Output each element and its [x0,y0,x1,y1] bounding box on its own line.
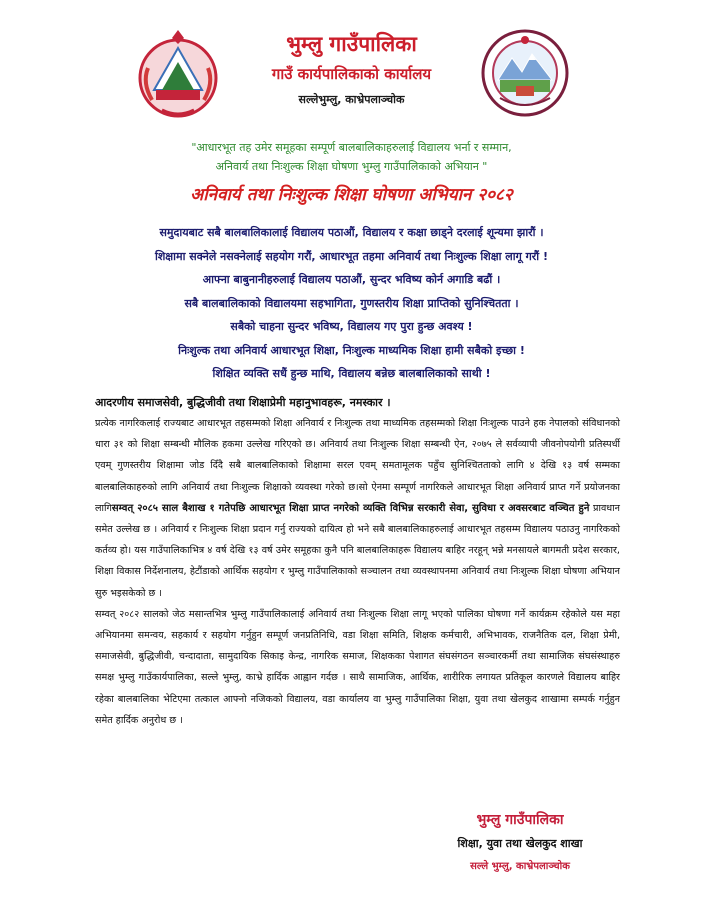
slogan: आफ्ना बाबुनानीहरुलाई विद्यालय पठाऔं, सुन्दर भविष्य कोर्न अगाडि बढौं । [202,273,501,286]
slogan: शिक्षित व्यक्ति सधैं हुन्छ माथि, विद्यालय बन्नेछ बालबालिकाको साथी ! [212,367,491,380]
slogan-list [60,221,643,386]
signature-place: सल्ले भुम्लु, काभ्रेपलाञ्चोक [470,861,570,872]
paragraph-2: सम्वत् २०८२ सालको जेठ मसान्तभित्र भुम्लु गाउँपालिकालाई अनिवार्य तथा निःशुल्क शिक्षा लागू भएको पालिका घोषणा गर्ने कार्यक्रम रहेकोले यस महा अभियानमा समन्वय, सहकार्य र सहयोग गर्नुहुन सम्पूर्ण जनप्रतिनिधि, वडा शिक्षा समिति, शिक्षक कर्मचारी, अभिभावक, राजनैतिक दल, शिक्षा प्रेमी, समाजसेवी, बुद्धिजीवी, चन्दादाता, सामुदायिक सिकाइ केन्द्र, नागरिक समाज, शिक्षकका पेशागत संघसंगठन सञ्चारकर्मी तथा सामाजिक संघसंस्थाहरु समक्ष भुम्लु गाउँकार्यपालिका, सल्ले भुम्लु, काभ्रे हार्दिक आह्वान गर्दछ । साथै सामाजिक, आर्थिक, शारीरिक लगायत प्रतिकूल कारणले विद्यालय बाहिर रहेका बालबालिका भेटिएमा तत्काल आफ्नो नजिकको विद्यालय, वडा कार्यालय वा भुम्लु गाउँपालिका शिक्षा, युवा तथा खेलकुद शाखामा सम्पर्क गर्नुहुन समेत हार्दिक अनुरोध छ । [95,608,620,726]
letterhead [0,0,703,125]
quote-line-2: अनिवार्य तथा निःशुल्क शिक्षा घोषणा भुम्लु गाउँपालिकाको अभियान " [215,160,488,173]
paragraph-1-text-b: प्रावधान समेत उल्लेख छ । अनिवार्य र निःशुल्क शिक्षा प्रदान गर्नु राज्यको दायित्व हो भने सबै बालबालिकाहरुलाई आधारभूत तहसम्म विद्यालय पठाउनु नागरिकको कर्तव्य हो। यस गाउँपालिकाभित्र ४ वर्ष देखि १३ वर्ष उमेर समूहका कुनै पनि बालबालिकाहरू विद्यालय बाहिर नरहून् भन्ने मनसायले बागमती प्रदेश सरकार, शिक्षा विकास निर्देशनालय, हेटौंडाको आर्थिक सहयोग र भुम्लु गाउँपालिकाको सञ्चालन तथा व्यवस्थापनमा अनिवार्य तथा निःशुल्क शिक्षा घोषणा अभियान सुरु भइसकेको छ । [95,502,620,599]
campaign-quote [80,138,623,176]
letter-body [95,393,620,731]
slogan: निःशुल्क तथा अनिवार्य आधारभूत शिक्षा, निःशुल्क माध्यमिक शिक्षा हामी सबैको इच्छा ! [178,343,525,357]
office-address: सल्लेभुम्लु, काभ्रेपलाञ्चोक [298,93,405,106]
slogan: सबै बालबालिकाको विद्यालयमा सहभागिता, गुणस्तरीय शिक्षा प्राप्तिको सुनिश्चितता । [184,296,519,310]
municipality-title: भुम्लु गाउँपालिका [286,32,417,56]
signature-name: भुम्लु गाउँपालिका [476,812,564,828]
campaign-title: अनिवार्य तथा निःशुल्क शिक्षा घोषणा अभियान २०८२ [190,185,513,205]
quote-line-1: "आधारभूत तह उमेर समूहका सम्पूर्ण बालबालिकाहरुलाई विद्यालय भर्ना र सम्मान, [191,141,512,154]
slogan: सबैको चाहना सुन्दर भविष्य, विद्यालय गए पुरा हुन्छ अवश्य ! [230,320,473,333]
paragraph-1 [95,413,620,604]
paragraph-1-bold-provision: सम्वत् २०८५ साल बैशाख १ गतेपछि आधारभूत शिक्षा प्राप्त नगरेको व्यक्ति विभिन्न सरकारी सेवा, सुविधा र अवसरबाट वञ्चित हुने [111,502,590,514]
signature-block [400,808,640,878]
slogan: समुदायबाट सबै बालबालिकालाई विद्यालय पठाऔं, विद्यालय र कक्षा छाड्ने दरलाई शून्यमा झारौं । [159,226,544,239]
paragraph-1-text-a: प्रत्येक नागरिकलाई राज्यबाट आधारभूत तहसम्मको शिक्षा अनिवार्य र निःशुल्क तथा माध्यमिक तहसम्मको शिक्षा निःशुल्क पाउने हक नेपालको संविधानको धारा ३१ को शिक्षा सम्बन्धी मौलिक हकमा उल्लेख गरिएको छ। अनिवार्य तथा निःशुल्क शिक्षा सम्बन्धी ऐन, २०७५ ले सर्वव्यापी जीवनोपयोगी प्रतिस्पर्धी एवम् गुणस्तरीय शिक्षामा जोड दिँदै सबै बालबालिकाको शिक्षामा सरल एवम् समतामूलक पहुँच सुनिश्चितताको लागि ४ देखि १३ वर्ष सम्मका बालबालिकाहरुको लागि अनिवार्य तथा निःशुल्क शिक्षाको व्यवस्था गरेको छ।सो ऐनमा सम्पूर्ण नागरिकले आधारभूत शिक्षा अनिवार्य प्राप्त गर्ने प्रयोजनका लागि [95,418,620,514]
salutation: आदरणीय समाजसेवी, बुद्धिजीवी तथा शिक्षाप्रेमी महानुभावहरू, नमस्कार । [95,396,391,409]
slogan: शिक्षामा सक्नेले नसक्नेलाई सहयोग गरौं, आधारभूत तहमा अनिवार्य तथा निःशुल्क शिक्षा लागू गरौं ! [154,249,549,263]
municipality-seal-icon [480,28,570,118]
office-name: गाउँ कार्यपालिकाको कार्यालय [271,65,432,83]
signature-branch: शिक्षा, युवा तथा खेलकुद शाखा [457,837,583,850]
